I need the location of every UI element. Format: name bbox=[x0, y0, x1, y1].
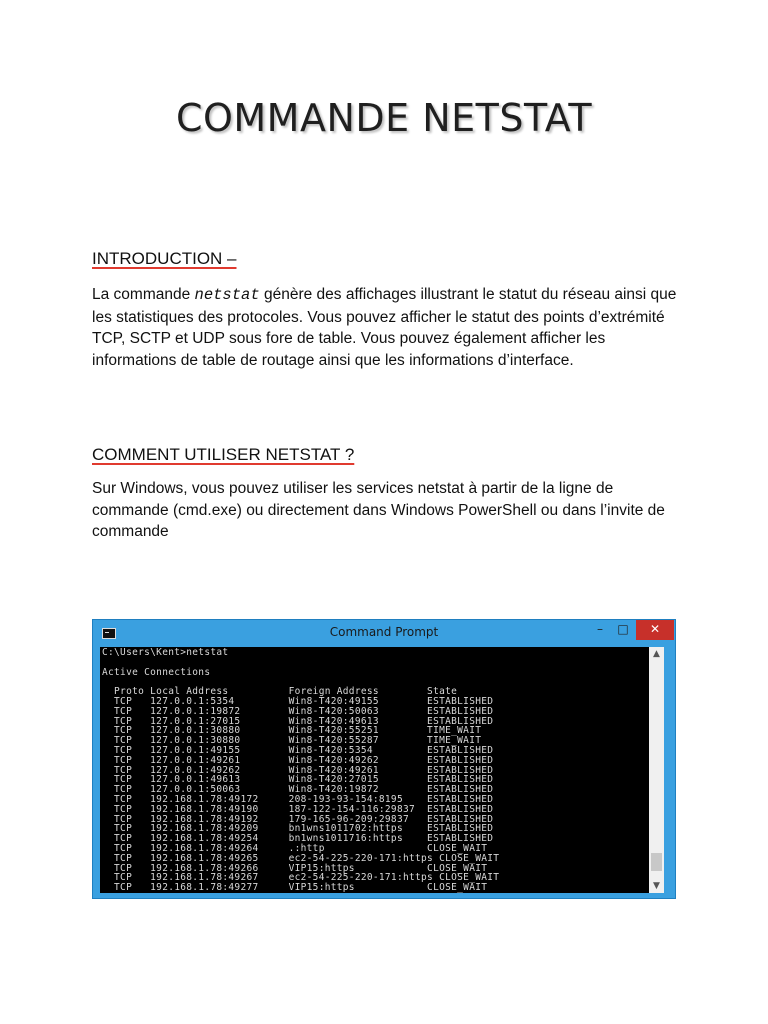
document-title: COMMANDE NETSTAT bbox=[175, 96, 593, 140]
console-connection-row: TCP 127.0.0.1:30880 Win8-T420:55287 TIME_WAIT bbox=[102, 735, 482, 747]
console-connection-row: TCP 192.168.1.78:49277 VIP15:https CLOSE_WAIT bbox=[102, 882, 488, 893]
console-connection-row: TCP 127.0.0.1:49261 Win8-T420:49262 ESTABLISHED bbox=[102, 754, 494, 766]
console-connection-row: TCP 127.0.0.1:49262 Win8-T420:49261 ESTABLISHED bbox=[102, 764, 494, 776]
console-connection-row: TCP 192.168.1.78:49266 VIP15:https CLOSE_WAIT bbox=[102, 862, 488, 874]
window-title: Command Prompt bbox=[329, 625, 439, 639]
paragraph-usage: Sur Windows, vous pouvez utiliser les services netstat à partir de la ligne de commande (cmd.exe) ou directement dans Windows PowerShell ou dans l’invite de commande bbox=[92, 480, 665, 541]
console-prompt-line: C:\Users\Kent>netstat bbox=[102, 647, 229, 658]
console-output-area[interactable] bbox=[100, 647, 664, 893]
console-connection-row: TCP 192.168.1.78:49190 187-122-154-116:29837 ESTABLISHED bbox=[102, 803, 494, 815]
scroll-down-icon[interactable]: ▼ bbox=[653, 881, 660, 891]
console-connection-row: TCP 127.0.0.1:49613 Win8-T420:27015 ESTABLISHED bbox=[102, 774, 494, 786]
close-button[interactable]: ✕ bbox=[636, 620, 674, 640]
paragraph-text: génère des affichages illustrant le statut du réseau ainsi que les statistiques des protocoles. Vous pouvez afficher le statut des points d’extrémité TCP, SCTP et UDP sous fore de table. Vous pouvez également afficher les informations de table de routage ainsi que les informations d’interface. bbox=[92, 286, 677, 370]
console-active-connections: Active Connections bbox=[102, 666, 211, 678]
console-connection-row: TCP 127.0.0.1:49155 Win8-T420:5354 ESTABLISHED bbox=[102, 744, 494, 756]
inline-code: netstat bbox=[194, 286, 260, 304]
section-heading-introduction: INTRODUCTION – bbox=[92, 249, 237, 268]
scroll-up-icon[interactable]: ▲ bbox=[653, 649, 660, 659]
console-connection-row: TCP 127.0.0.1:50063 Win8-T420:19872 ESTABLISHED bbox=[102, 784, 494, 796]
console-connection-row: TCP 192.168.1.78:49209 bn1wns1011702:https ESTABLISHED bbox=[102, 823, 494, 835]
console-connection-row: TCP 127.0.0.1:30880 Win8-T420:55251 TIME_WAIT bbox=[102, 725, 482, 737]
console-text bbox=[102, 648, 499, 893]
paragraph-text: La commande bbox=[92, 286, 195, 303]
command-prompt-window[interactable] bbox=[92, 619, 676, 899]
console-connection-row: TCP 192.168.1.78:49264 .:http CLOSE_WAIT bbox=[102, 842, 488, 854]
console-connection-row: TCP 192.168.1.78:49267 ec2-54-225-220-171:https CLOSE_WAIT bbox=[102, 872, 500, 884]
console-connection-row: TCP 127.0.0.1:27015 Win8-T420:49613 ESTABLISHED bbox=[102, 715, 494, 727]
scrollbar-thumb[interactable] bbox=[651, 853, 662, 871]
window-titlebar[interactable] bbox=[93, 620, 675, 647]
maximize-button[interactable]: □ bbox=[617, 622, 629, 636]
console-connection-row: TCP 192.168.1.78:49172 208-193-93-154:8195 ESTABLISHED bbox=[102, 793, 494, 805]
vertical-scrollbar[interactable] bbox=[649, 647, 664, 893]
console-connection-row: TCP 127.0.0.1:19872 Win8-T420:50063 ESTABLISHED bbox=[102, 705, 494, 717]
console-connection-row: TCP 192.168.1.78:49265 ec2-54-225-220-171:https CLOSE_WAIT bbox=[102, 852, 500, 864]
paragraph-introduction bbox=[92, 284, 692, 372]
minimize-button[interactable]: – bbox=[597, 622, 603, 636]
console-header-row: Proto Local Address Foreign Address State bbox=[102, 686, 458, 698]
section-heading-usage: COMMENT UTILISER NETSTAT ? bbox=[92, 445, 355, 464]
console-connection-row: TCP 127.0.0.1:5354 Win8-T420:49155 ESTABLISHED bbox=[102, 695, 494, 707]
console-connection-row: TCP 192.168.1.78:49192 179-165-96-209:29837 ESTABLISHED bbox=[102, 813, 494, 825]
console-connection-row: TCP 192.168.1.78:49254 bn1wns1011716:https ESTABLISHED bbox=[102, 833, 494, 845]
